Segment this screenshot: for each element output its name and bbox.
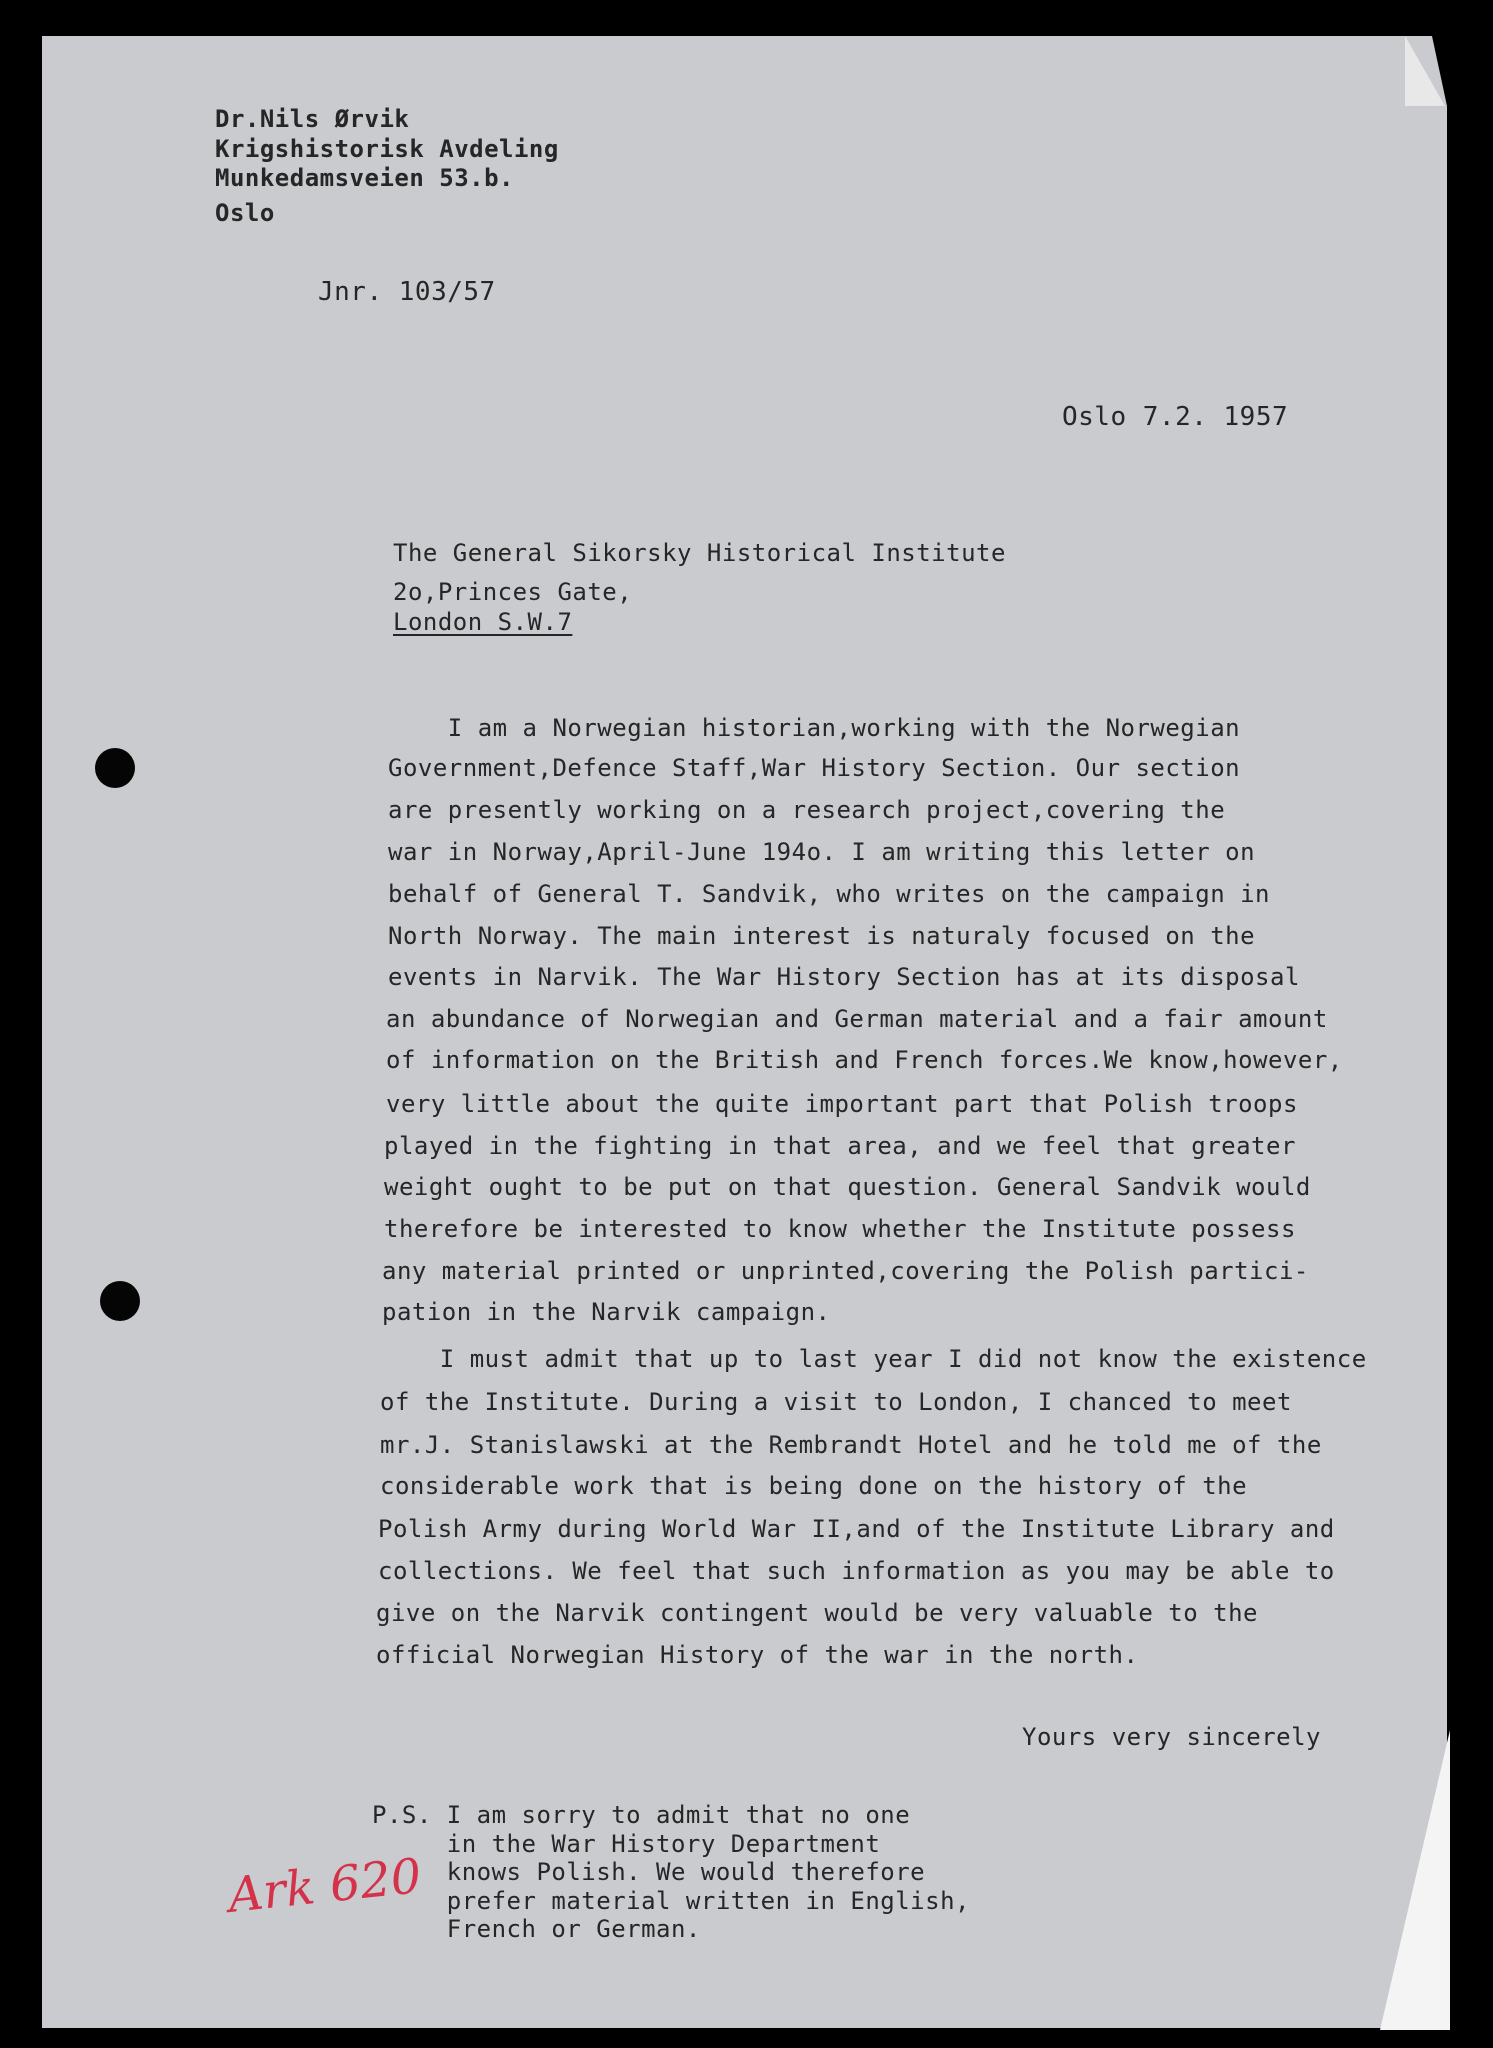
body-line: behalf of General T. Sandvik, who writes on the campaign in [388, 880, 1271, 908]
body-line: war in Norway,April-June 194o. I am writing this letter on [388, 838, 1256, 866]
recipient-line-2: 2o,Princes Gate, [393, 578, 633, 606]
postscript-line: knows Polish. We would therefore [372, 1858, 926, 1886]
body-line: an abundance of Norwegian and German material and a fair amount [386, 1005, 1328, 1033]
body-line: weight ought to be put on that question. General Sandvik would [384, 1173, 1311, 1201]
postscript-line: in the War History Department [372, 1830, 881, 1858]
body-line: collections. We feel that such information as you may be able to [378, 1557, 1335, 1585]
journal-reference: Jnr. 103/57 [318, 277, 496, 307]
body-line: Government,Defence Staff,War History Section. Our section [388, 754, 1241, 782]
body-line: of information on the British and French forces.We know,however, [386, 1046, 1343, 1074]
body-line: pation in the Narvik campaign. [382, 1298, 831, 1326]
body-line: I am a Norwegian historian,working with the Norwegian [388, 714, 1241, 742]
body-line: very little about the quite important part that Polish troops [386, 1090, 1298, 1118]
body-line: official Norwegian History of the war in the north. [376, 1641, 1139, 1669]
sender-department: Krigshistorisk Avdeling [215, 135, 559, 163]
body-line: events in Narvik. The War History Section has at its disposal [388, 963, 1300, 991]
body-line: therefore be interested to know whether the Institute possess [384, 1215, 1296, 1243]
punch-hole-bottom [100, 1281, 140, 1321]
postscript-line: prefer material written in English, [372, 1887, 970, 1915]
postscript-line: French or German. [372, 1915, 701, 1943]
body-line: mr.J. Stanislawski at the Rembrandt Hotel and he told me of the [380, 1431, 1322, 1459]
body-line: I must admit that up to last year I did not know the existence [380, 1345, 1367, 1373]
sender-street: Munkedamsveien 53.b. [215, 164, 514, 192]
body-line: are presently working on a research project,covering the [388, 796, 1226, 824]
body-line: give on the Narvik contingent would be very valuable to the [376, 1599, 1259, 1627]
archive-handwritten-mark: Ark 620 [225, 1848, 424, 1924]
postscript-line: P.S. I am sorry to admit that no one [372, 1801, 911, 1829]
sender-name: Dr.Nils Ørvik [215, 105, 410, 133]
body-line: any material printed or unprinted,covering the Polish partici- [382, 1257, 1309, 1285]
body-line: considerable work that is being done on the history of the [380, 1472, 1248, 1500]
body-line: North Norway. The main interest is naturaly focused on the [388, 922, 1256, 950]
letter-date: Oslo 7.2. 1957 [1062, 402, 1289, 432]
punch-hole-top [95, 748, 135, 788]
body-line: played in the fighting in that area, and we feel that greater [384, 1132, 1296, 1160]
body-line: of the Institute. During a visit to London, I chanced to meet [380, 1388, 1292, 1416]
recipient-line-3: London S.W.7 [393, 608, 573, 636]
body-line: Polish Army during World War II,and of the Institute Library and [378, 1515, 1335, 1543]
sender-city: Oslo [215, 199, 275, 227]
closing-salutation: Yours very sincerely [1022, 1723, 1321, 1751]
recipient-line-1: The General Sikorsky Historical Institute [393, 539, 1006, 567]
